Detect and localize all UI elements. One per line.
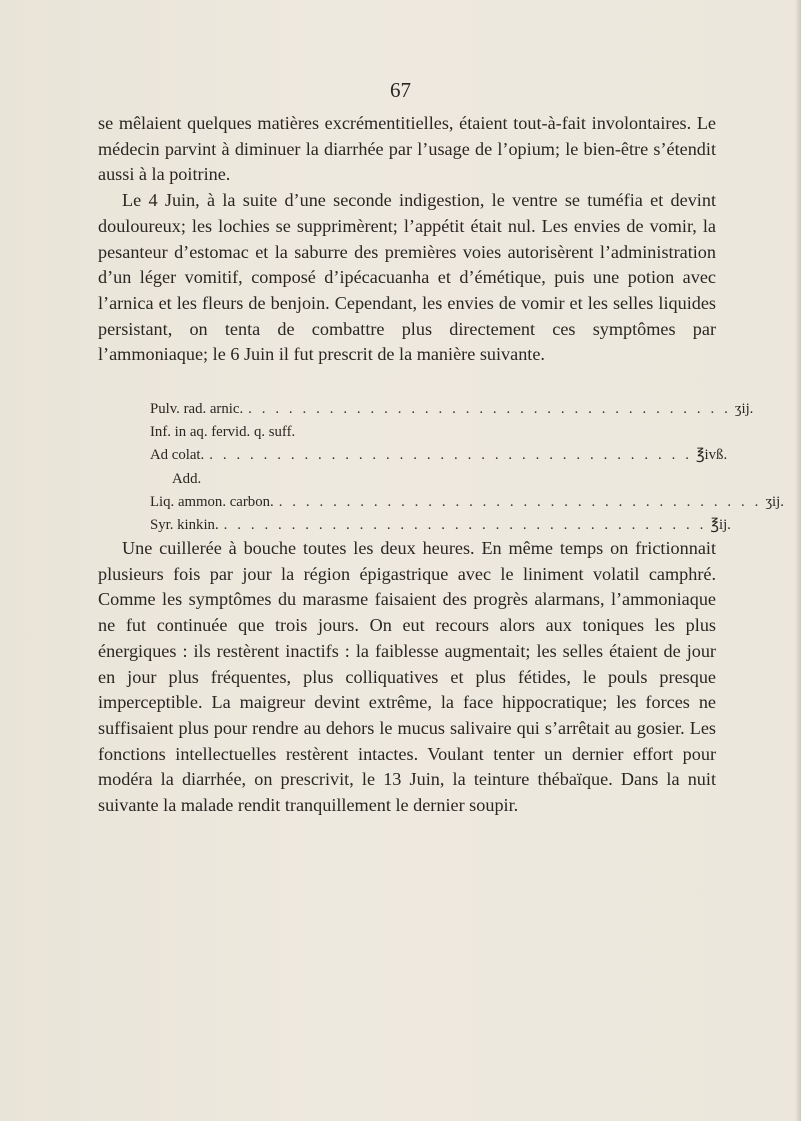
prescription-ingredient: Pulv. rad. arnic. bbox=[150, 401, 244, 417]
prescription-line bbox=[150, 514, 731, 537]
leader-dots: . . . . . . . . . . . . . . . . . . . . . . . . . . . . . . . . . . . . bbox=[248, 401, 731, 417]
prescription-dose: ℥ij. bbox=[710, 517, 731, 534]
leader-dots: . . . . . . . . . . . . . . . . . . . . . . . . . . . . . . . . . . . . bbox=[278, 493, 762, 510]
prescription-ingredient: Inf. in aq. fervid. q. suff. bbox=[150, 424, 296, 441]
paragraph-june-4: Le 4 Juin, à la suite d’une seconde indigestion, le ventre se tuméfia et devint douloureux; les lochies se supprimèrent; l’appétit était nul. Les envies de vomir, la pesanteur d’estomac et la saburre des premières voies autorisèrent l’administration d’un léger vomitif, composé d’ipécacuanha et d’émétique, puis une potion avec l’arnica et les fleurs de benjoin. Cependant, les envies de vomir et les selles liquides persistant, on tenta de combattre plus directement ces symptômes par l’ammoniaque; le 6 Juin il fut prescrit de la manière suivante. bbox=[98, 190, 716, 365]
prescription-line bbox=[150, 491, 784, 514]
page-number: 67 bbox=[390, 78, 411, 102]
prescription-line bbox=[150, 398, 754, 421]
prescription-dose: ℥ivß. bbox=[696, 447, 728, 464]
page-edge-shadow bbox=[795, 0, 801, 1121]
prescription-line bbox=[150, 468, 688, 491]
paragraph-continuation: se mêlaient quelques matières excrémentitielles, étaient tout-à-fait involontaires. Le médecin parvint à diminuer la diarrhée par l’usage de l’opium; le bien-être s’étendit aussi à la poitrine. bbox=[98, 113, 716, 185]
prescription-ingredient: Ad colat. bbox=[150, 447, 205, 464]
text-block-top bbox=[98, 111, 716, 368]
leader-dots: . . . . . . . . . . . . . . . . . . . . . . . . . . . . . . . . . . . . bbox=[223, 517, 707, 534]
prescription-dose: ʒij. bbox=[734, 401, 754, 417]
text-block-bottom bbox=[98, 536, 716, 819]
prescription bbox=[150, 398, 784, 537]
leader-dots: . . . . . . . . . . . . . . . . . . . . . . . . . . . . . . . . . . . . bbox=[209, 447, 692, 464]
prescription-instruction: Add. bbox=[172, 470, 202, 487]
prescription-ingredient: Liq. ammon. carbon. bbox=[150, 493, 274, 510]
prescription-line bbox=[150, 444, 728, 467]
prescription-ingredient: Syr. kinkin. bbox=[150, 517, 219, 534]
prescription-line bbox=[150, 421, 688, 444]
paragraph-treatment-outcome: Une cuillerée à bouche toutes les deux heures. En même temps on frictionnait plusieurs fois par jour la région épigastrique avec le liniment volatil camphré. Comme les symptômes du marasme faisaient des progrès alarmans, l’ammoniaque ne fut continuée que trois jours. On eut recours alors aux toniques les plus énergiques : ils restèrent inactifs : la faiblesse augmentait; les selles étaient de jour en jour plus fréquentes, plus colliquatives et plus fétides, le pouls presque imperceptible. La maigreur devint extrême, la face hippocratique; les forces ne suffisaient plus pour rendre au dehors le mucus salivaire qui s’arrêtait au gosier. Les fonctions intellectuelles restèrent intactes. Voulant tenter un dernier effort pour modéra la diarrhée, on prescrivit, le 13 Juin, la teinture thébaïque. Dans la nuit suivante la malade rendit tranquillement le dernier soupir. bbox=[98, 538, 716, 816]
prescription-dose: ʒij. bbox=[765, 493, 784, 510]
